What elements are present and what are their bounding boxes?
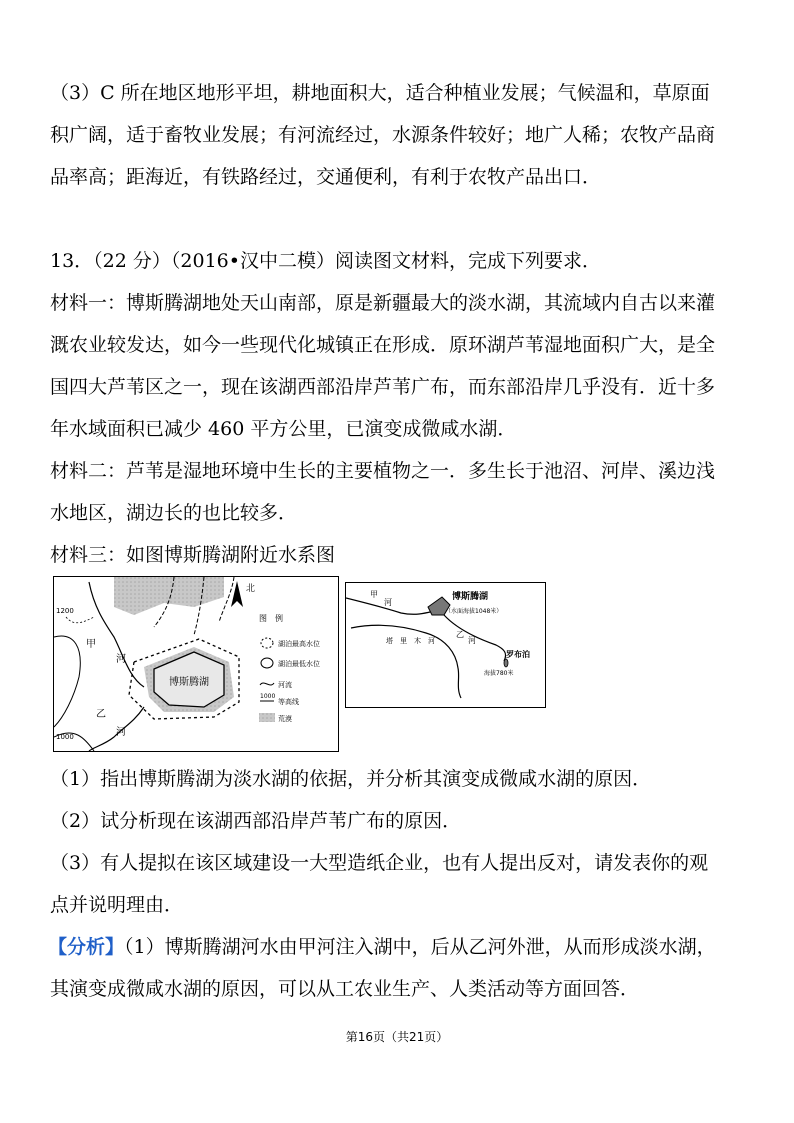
sub-question-2: （2）试分析现在该湖西部沿岸芦苇广布的原因． <box>50 810 462 832</box>
legend-high-symbol <box>261 638 273 648</box>
legend-low-label: 湖泊最低水位 <box>278 660 320 668</box>
legend-desert-symbol <box>259 713 275 722</box>
river-jia-label: 甲 <box>86 639 96 650</box>
lake-label: 博斯腾湖 <box>169 677 209 688</box>
lake-elevation: （水面海拔1048米） <box>445 608 503 615</box>
material-three-line: 材料三：如图博斯腾湖附近水系图 <box>50 544 336 566</box>
legend-river-symbol <box>260 683 274 685</box>
north-label: 北 <box>246 584 256 594</box>
text-line: 积广阔，适于畜牧业发展；有河流经过，水源条件较好；地广人稀；农牧产品商 <box>50 124 716 146</box>
sub-question-1: （1）指出博斯腾湖为淡水湖的依据，并分析其演变成微咸水湖的原因． <box>50 768 652 790</box>
page-footer: 第16页（共21页） <box>345 1030 449 1044</box>
desert-area <box>114 577 224 615</box>
river-jia-label: 甲 <box>370 590 378 599</box>
contour-line <box>54 636 80 727</box>
material-two-line: 材料二：芦苇是湿地环境中生长的主要植物之一．多生长于池沼、河岸、溪边浅 <box>50 460 716 482</box>
river-he-label: 河 <box>384 598 392 607</box>
legend-low-symbol <box>261 658 273 668</box>
contour-1000-label: 1000 <box>56 733 74 741</box>
material-one-line: 国四大芦苇区之一，现在该湖西部沿岸芦苇广布，而东部沿岸几乎没有．近十多 <box>50 376 716 398</box>
lop-nur-elevation: 海拔780米 <box>484 670 514 677</box>
question-header: 13．（22 分）（2016•汉中二模）阅读图文材料，完成下列要求． <box>50 250 601 272</box>
text-line: 品率高；距海近，有铁路经过，交通便利，有利于农牧产品出口． <box>50 166 602 188</box>
map-left-drawing <box>54 577 338 751</box>
map-right <box>345 582 546 708</box>
sub-question-3-cont: 点并说明理由． <box>50 894 184 916</box>
river-he-label: 河 <box>468 636 476 645</box>
analysis-tag: 【分析】 <box>48 936 125 958</box>
river-he-label: 河 <box>116 727 126 738</box>
river-yi-label: 乙 <box>96 709 106 720</box>
contour-line <box>66 617 94 623</box>
analysis-line <box>48 935 716 959</box>
legend-contour-value: 1000 <box>260 693 276 700</box>
river-yi-label: 乙 <box>456 630 464 639</box>
tarim-river-label: 塔 里 木 河 <box>386 637 435 645</box>
text-line: （3）C 所在地区地形平坦，耕地面积大，适合种植业发展；气候温和，草原面 <box>50 82 710 104</box>
map-right-drawing <box>346 583 545 707</box>
material-two-line: 水地区，湖边长的也比较多． <box>50 502 298 524</box>
legend-river-label: 河流 <box>278 681 292 689</box>
legend-high-label: 湖泊最高水位 <box>278 640 320 648</box>
contour-1200-label: 1200 <box>56 607 74 615</box>
legend-title: 图 例 <box>259 614 283 623</box>
lop-nur-label: 罗布泊 <box>506 650 530 659</box>
map-left <box>53 576 339 752</box>
sub-question-3: （3）有人提拟在该区域建设一大型造纸企业，也有人提出反对，请发表你的观 <box>50 852 709 874</box>
material-one-line: 溉农业较发达，如今一些现代化城镇正在形成．原环湖芦苇湿地面积广大，是全 <box>50 334 716 356</box>
legend-desert-label: 荒漠 <box>278 715 292 723</box>
material-one-line: 年水域面积已减少 460 平方公里，已演变成微咸水湖． <box>50 418 517 440</box>
lop-nur-shape <box>504 659 508 667</box>
analysis-text: （1）博斯腾湖河水由甲河注入湖中，后从乙河外泄，从而形成淡水湖， <box>124 936 716 958</box>
river-he-label: 河 <box>116 654 126 665</box>
material-one-line: 材料一：博斯腾湖地处天山南部，原是新疆最大的淡水湖，其流域内自古以来灌 <box>50 292 716 314</box>
legend-contour-label: 等高线 <box>278 698 299 706</box>
analysis-line: 其演变成微咸水湖的原因，可以从工农业生产、人类活动等方面回答． <box>50 978 640 1000</box>
lake-label: 博斯腾湖 <box>452 592 489 602</box>
